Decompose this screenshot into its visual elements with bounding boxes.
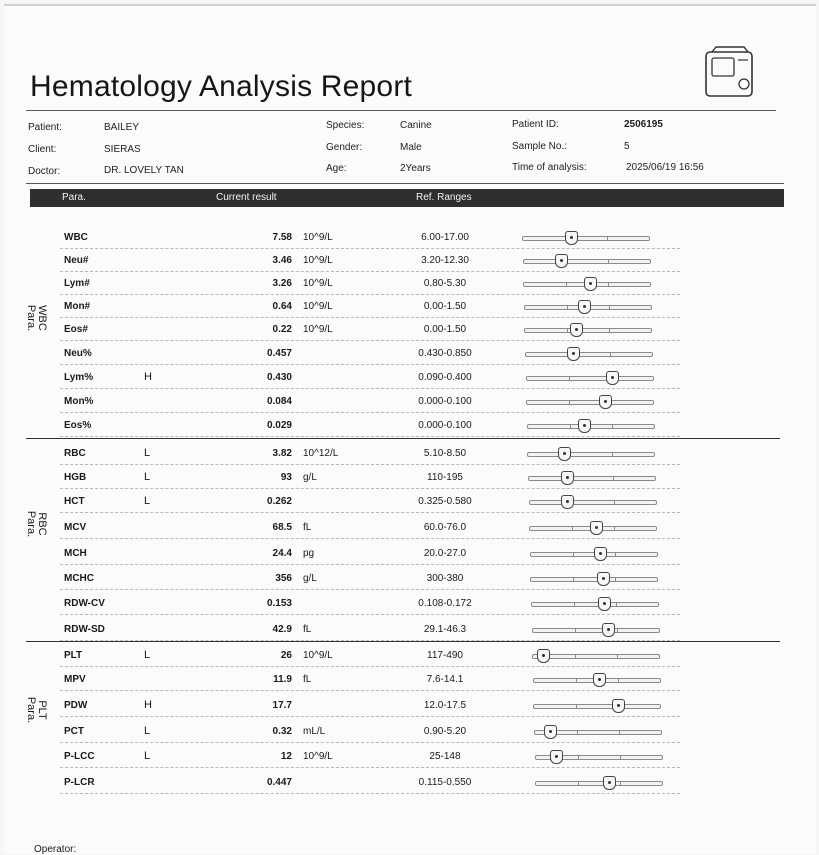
range-marker-icon [544, 725, 557, 739]
reference-range: 0.115-0.550 [418, 777, 472, 788]
result-unit: 10^9/L [303, 278, 333, 289]
result-value: 0.430 [266, 372, 292, 383]
result-value: 0.262 [266, 496, 292, 507]
result-value: 0.32 [272, 726, 292, 737]
range-marker-icon [598, 597, 611, 611]
table-row [60, 745, 680, 768]
range-indicator-bar [529, 500, 657, 505]
range-marker-icon [550, 750, 563, 764]
result-unit: fL [303, 624, 312, 635]
abnormal-flag: H [144, 371, 152, 383]
param-name: RDW-CV [64, 598, 105, 609]
result-value: 11.9 [273, 674, 292, 685]
range-indicator-bar [527, 452, 655, 457]
param-name: Neu% [64, 348, 92, 359]
time-label: Time of analysis: [512, 162, 587, 173]
param-name: RDW-SD [64, 624, 105, 635]
abnormal-flag: H [144, 699, 152, 711]
param-name: Lym# [64, 278, 90, 289]
table-row [60, 272, 680, 295]
param-name: Lym% [64, 372, 94, 383]
patient-id-value: 2506195 [624, 119, 663, 130]
client-value: SIERAS [104, 144, 141, 155]
group-label-wbc: WBC Para. [25, 304, 48, 332]
results-table-header [30, 189, 784, 207]
range-marker-icon [590, 521, 603, 535]
result-value: 0.64 [272, 301, 292, 312]
reference-range: 29.1-46.3 [423, 624, 467, 635]
range-marker-icon [612, 699, 625, 713]
reference-range: 0.108-0.172 [418, 598, 472, 609]
range-marker-icon [537, 649, 550, 663]
range-indicator-bar [532, 654, 660, 659]
patient-id-label: Patient ID: [512, 119, 559, 130]
param-name: P-LCC [64, 751, 95, 762]
result-unit: 10^9/L [303, 255, 333, 266]
result-unit: g/L [303, 573, 317, 584]
range-marker-icon [594, 547, 607, 561]
param-name: Neu# [64, 255, 89, 266]
header-rule [26, 183, 784, 184]
reference-range: 3.20-12.30 [421, 255, 469, 266]
result-unit: 10^9/L [303, 324, 333, 335]
table-row [60, 567, 680, 590]
result-value: 17.7 [272, 700, 292, 711]
reference-range: 25-148 [429, 751, 461, 762]
result-unit: fL [303, 674, 312, 685]
range-indicator-bar [533, 704, 661, 709]
result-unit: 10^9/L [303, 232, 333, 243]
reference-range: 0.90-5.20 [423, 726, 467, 737]
abnormal-flag: L [144, 447, 151, 459]
time-value: 2025/06/19 16:56 [626, 162, 704, 173]
result-unit: pg [303, 548, 315, 559]
param-name: HCT [64, 496, 85, 507]
param-name: Eos# [64, 324, 88, 335]
analyzer-device-icon [700, 44, 758, 102]
range-indicator-bar [523, 259, 651, 264]
result-value: 0.447 [266, 777, 292, 788]
table-row [60, 249, 680, 272]
result-unit: 10^9/L [303, 751, 333, 762]
range-marker-icon [599, 395, 612, 409]
result-unit: 10^9/L [303, 301, 333, 312]
reference-range: 0.000-0.100 [418, 396, 472, 407]
result-unit: mL/L [303, 726, 326, 737]
range-indicator-bar [522, 236, 650, 241]
table-row [60, 618, 680, 641]
gender-value: Male [400, 142, 422, 153]
range-marker-icon [603, 776, 616, 790]
species-value: Canine [400, 120, 432, 131]
range-indicator-bar [534, 730, 662, 735]
abnormal-flag: L [144, 495, 151, 507]
result-unit: fL [303, 522, 312, 533]
range-indicator-bar [524, 328, 652, 333]
range-indicator-bar [532, 628, 660, 633]
param-name: MCV [64, 522, 87, 533]
param-name: RBC [64, 448, 86, 459]
range-indicator-bar [526, 400, 654, 405]
reference-range: 0.80-5.30 [423, 278, 467, 289]
result-value: 68.5 [272, 522, 292, 533]
param-name: Mon% [64, 396, 94, 407]
table-row [60, 414, 680, 437]
reference-range: 110-195 [427, 472, 463, 483]
table-row [60, 542, 680, 565]
param-name: Mon# [64, 301, 91, 312]
table-row [60, 390, 680, 413]
abnormal-flag: L [144, 725, 151, 737]
table-row [60, 720, 680, 743]
param-name: PLT [64, 650, 83, 661]
reference-range: 6.00-17.00 [421, 232, 469, 243]
reference-range: 117-490 [427, 650, 463, 661]
result-value: 0.084 [266, 396, 292, 407]
sample-no-value: 5 [624, 141, 630, 152]
table-row [60, 668, 680, 691]
table-row [60, 592, 680, 615]
param-name: PCT [64, 726, 84, 737]
table-row [60, 490, 680, 513]
result-value: 3.26 [272, 278, 292, 289]
age-value: 2Years [400, 163, 431, 174]
reference-range: 12.0-17.5 [423, 700, 467, 711]
range-indicator-bar [524, 305, 652, 310]
reference-range: 0.325-0.580 [418, 496, 472, 507]
reference-range: 0.00-1.50 [423, 324, 467, 335]
range-marker-icon [570, 323, 583, 337]
reference-range: 60.0-76.0 [423, 522, 467, 533]
sample-no-label: Sample No.: [512, 141, 568, 152]
group-separator-plt [26, 641, 780, 642]
param-name: HGB [64, 472, 87, 483]
range-marker-icon [578, 300, 591, 314]
param-name: P-LCR [64, 777, 95, 788]
param-name: WBC [64, 232, 88, 243]
range-marker-icon [561, 471, 574, 485]
range-marker-icon [606, 371, 619, 385]
range-indicator-bar [530, 577, 658, 582]
range-marker-icon [565, 231, 578, 245]
reference-range: 7.6-14.1 [426, 674, 464, 685]
range-marker-icon [558, 447, 571, 461]
table-row [60, 516, 680, 539]
table-row [60, 342, 680, 365]
patient-label: Patient: [28, 122, 62, 133]
param-name: MCHC [64, 573, 94, 584]
table-row [60, 644, 680, 667]
range-marker-icon [584, 277, 597, 291]
result-value: 7.58 [272, 232, 292, 243]
reference-range: 0.090-0.400 [418, 372, 472, 383]
reference-range: 20.0-27.0 [423, 548, 467, 559]
range-indicator-bar [527, 424, 655, 429]
result-value: 0.22 [272, 324, 292, 335]
abnormal-flag: L [144, 471, 151, 483]
table-row [60, 694, 680, 717]
range-indicator-bar [526, 376, 654, 381]
reference-range: 0.430-0.850 [418, 348, 472, 359]
doctor-label: Doctor: [28, 166, 61, 177]
range-indicator-bar [523, 282, 651, 287]
result-value: 42.9 [272, 624, 292, 635]
gender-label: Gender: [326, 142, 363, 153]
table-row [60, 226, 680, 249]
result-value: 12 [280, 751, 292, 762]
table-row [60, 442, 680, 465]
range-indicator-bar [535, 755, 663, 760]
abnormal-flag: L [144, 750, 151, 762]
range-indicator-bar [531, 602, 659, 607]
reference-range: 5.10-8.50 [423, 448, 467, 459]
age-label: Age: [326, 163, 347, 174]
range-indicator-bar [535, 781, 663, 786]
species-label: Species: [326, 120, 365, 131]
column-para: Para. [62, 192, 86, 203]
range-indicator-bar [533, 678, 661, 683]
range-marker-icon [593, 673, 606, 687]
range-marker-icon [567, 347, 580, 361]
patient-value: BAILEY [104, 122, 140, 133]
range-marker-icon [578, 419, 591, 433]
param-name: PDW [64, 700, 88, 711]
table-row [60, 366, 680, 389]
result-value: 3.82 [272, 448, 292, 459]
table-row [60, 295, 680, 318]
range-marker-icon [602, 623, 615, 637]
range-indicator-bar [525, 352, 653, 357]
result-value: 356 [275, 573, 292, 584]
result-value: 0.457 [266, 348, 292, 359]
reference-range: 300-380 [426, 573, 464, 584]
range-indicator-bar [529, 526, 657, 531]
result-value: 0.153 [266, 598, 292, 609]
title-rule [26, 110, 776, 111]
abnormal-flag: L [144, 649, 151, 661]
reference-range: 0.000-0.100 [418, 420, 472, 431]
param-name: MCH [64, 548, 87, 559]
range-indicator-bar [528, 476, 656, 481]
result-value: 24.4 [272, 548, 292, 559]
result-value: 0.029 [266, 420, 292, 431]
range-marker-icon [561, 495, 574, 509]
table-row [60, 318, 680, 341]
result-unit: 10^12/L [303, 448, 339, 459]
result-unit: g/L [303, 472, 317, 483]
client-label: Client: [28, 144, 57, 155]
result-unit: 10^9/L [303, 650, 333, 661]
operator-label: Operator: [34, 844, 77, 855]
param-name: Eos% [64, 420, 92, 431]
result-value: 93 [280, 472, 292, 483]
param-name: MPV [64, 674, 86, 685]
table-row [60, 466, 680, 489]
range-marker-icon [597, 572, 610, 586]
range-marker-icon [555, 254, 568, 268]
report-sheet [4, 4, 816, 854]
result-value: 26 [280, 650, 292, 661]
group-label-plt: PLT Para. [25, 696, 48, 724]
column-current-result: Current result [216, 192, 277, 203]
group-separator-rbc [26, 438, 780, 439]
table-row [60, 771, 680, 794]
result-value: 3.46 [272, 255, 292, 266]
group-label-rbc: RBC Para. [25, 510, 48, 538]
doctor-value: DR. LOVELY TAN [104, 165, 184, 176]
column-ref-ranges: Ref. Ranges [416, 192, 472, 203]
reference-range: 0.00-1.50 [423, 301, 467, 312]
report-title: Hematology Analysis Report [30, 70, 413, 103]
range-indicator-bar [530, 552, 658, 557]
